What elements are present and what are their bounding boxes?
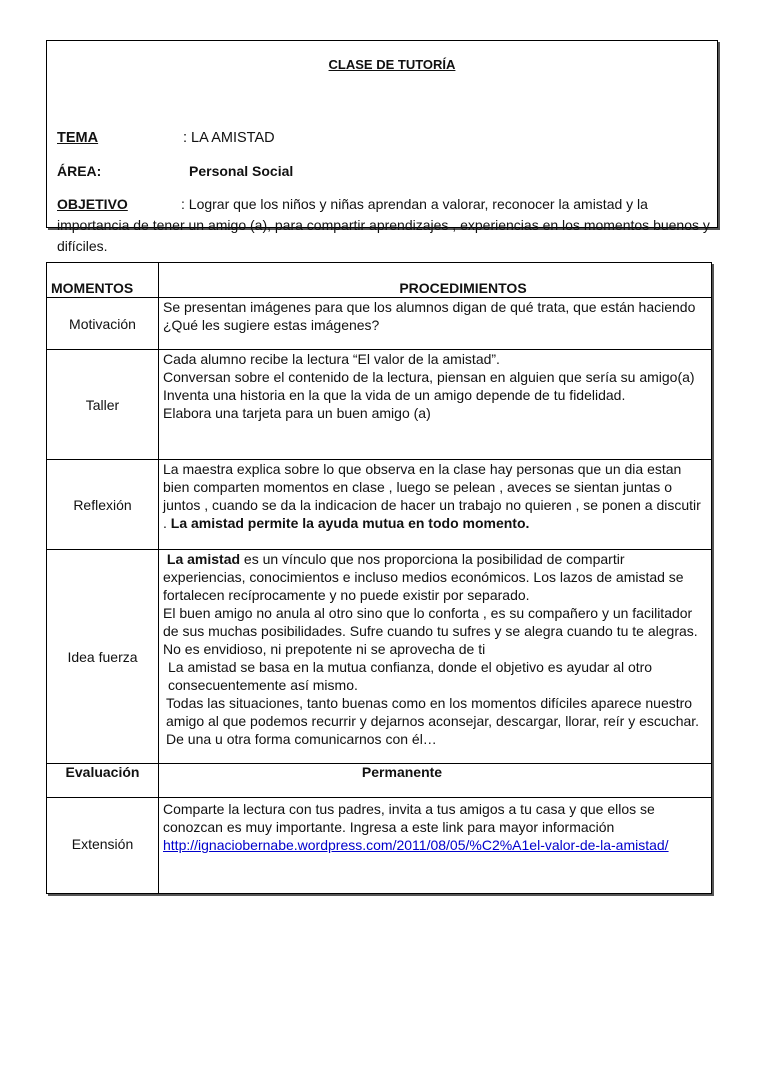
- momento-reflexion: Reflexión: [47, 460, 159, 550]
- objetivo-label: OBJETIVO: [57, 196, 128, 212]
- objetivo-value: : Lograr que los niños y niñas aprendan a valorar, reconocer la amistad y la importancia de tener un amigo (a), para compartir aprendizajes , experiencias en los momentos buenos y difíciles.: [57, 196, 710, 254]
- proc-idea-fuerza: [159, 550, 712, 764]
- proc-evaluacion: Permanente: [159, 764, 712, 798]
- row-evaluacion: [47, 764, 712, 798]
- taller-line: Cada alumno recibe la lectura “El valor de la amistad”.: [163, 351, 500, 367]
- idea-paragraph: Todas las situaciones, tanto buenas como en los momentos difíciles aparece nuestro amigo al que podemos recurrir y dejarnos aconsejar, descargar, llorar, reír y escuchar. De una u otra forma comunicarnos con él…: [166, 695, 700, 747]
- proc-extension: [159, 798, 712, 894]
- momento-motivacion: Motivación: [47, 298, 159, 350]
- row-reflexion: [47, 460, 712, 550]
- header-procedimientos: PROCEDIMIENTOS: [159, 263, 712, 298]
- idea-bold: La amistad: [166, 551, 241, 567]
- reflexion-text: La maestra explica sobre lo que observa en la clase hay personas que un dia estan bien comparten momentos en clase , luego se pelean , aveces se sientan juntas o juntos , cuando se da la indicacion de hacer un trabajo no quieren , se ponen a discutir .: [163, 461, 701, 531]
- extension-link[interactable]: http://ignaciobernabe.wordpress.com/2011/08/05/%C2%A1el-valor-de-la-amistad/: [163, 837, 669, 853]
- procedures-table: [46, 262, 712, 894]
- proc-reflexion: [159, 460, 712, 550]
- taller-line: Inventa una historia en la que la vida de un amigo depende de tu fidelidad.: [163, 387, 626, 403]
- momento-extension: Extensión: [47, 798, 159, 894]
- reflexion-bold: La amistad permite la ayuda mutua en todo momento.: [170, 515, 530, 531]
- tema-line: [57, 130, 275, 146]
- tema-value: : LA AMISTAD: [183, 130, 275, 146]
- taller-line: Conversan sobre el contenido de la lectura, piensan en alguien que sería su amigo(a): [163, 369, 695, 385]
- row-idea-fuerza: [47, 550, 712, 764]
- header-box: [46, 40, 718, 254]
- row-taller: [47, 350, 712, 460]
- area-label: ÁREA:: [57, 163, 102, 179]
- extension-text: Comparte la lectura con tus padres, invita a tus amigos a tu casa y que ellos se conozcan es muy importante. Ingresa a este link para mayor información: [163, 801, 655, 835]
- momento-taller: Taller: [47, 350, 159, 460]
- header-momentos: MOMENTOS: [47, 263, 159, 298]
- table-header-row: [47, 263, 712, 298]
- momento-idea-fuerza: Idea fuerza: [47, 550, 159, 764]
- proc-motivacion: Se presentan imágenes para que los alumnos digan de qué trata, que están haciendo ¿Qué les sugiere estas imágenes?: [159, 298, 712, 350]
- row-motivacion: [47, 298, 712, 350]
- taller-line: Elabora una tarjeta para un buen amigo (a): [163, 405, 431, 421]
- row-extension: [47, 798, 712, 894]
- document-title: CLASE DE TUTORÍA: [328, 57, 456, 72]
- area-line: [57, 163, 293, 179]
- area-value: Personal Social: [189, 163, 294, 179]
- tema-label: TEMA: [57, 130, 99, 146]
- idea-paragraph: El buen amigo no anula al otro sino que lo conforta , es su compañero y un facilitador de sus muchas posibilidades. Sufre cuando tu sufres y se alegra cuando tu te alegras. No es envidioso, ni prepotente ni se aprovecha de ti: [163, 605, 698, 657]
- proc-taller: [159, 350, 712, 460]
- momento-evaluacion: Evaluación: [47, 764, 159, 798]
- objetivo-block: [57, 194, 719, 257]
- idea-paragraph: La amistad se basa en la mutua confianza, donde el objetivo es ayudar al otro consecuentemente así mismo.: [168, 659, 653, 693]
- idea-paragraph: [163, 550, 707, 604]
- idea-text: es un vínculo que nos proporciona la posibilidad de compartir experiencias, conocimientos e incluso medios económicos. Los lazos de amistad se fortalecen recíprocamente y no puede existir por separado.: [163, 551, 684, 603]
